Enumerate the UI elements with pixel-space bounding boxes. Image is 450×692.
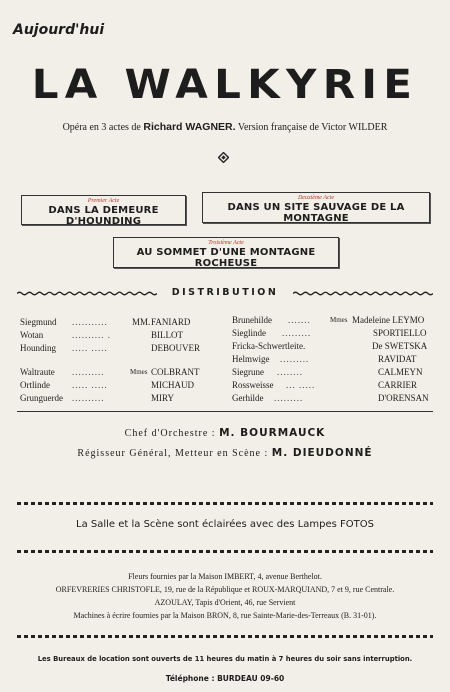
role-name: Brunehilde [232,315,272,325]
cast-row [20,367,220,380]
diamond-ornament-icon [218,152,229,163]
role-name: Sieglinde [232,328,266,338]
leader-dots: ........ [277,367,303,377]
artist-name: MICHAUD [151,380,195,390]
regisseur-name: M. DIEUDONNÉ [271,447,373,459]
role-name: Fricka-Schwertleite. [232,341,306,351]
artist-prefix: MM. [132,317,151,327]
leader-dots: .......... . [72,330,111,340]
cast-row [232,354,442,367]
leader-dots: ....... [288,315,311,325]
role-name: Ortlinde [20,380,50,390]
artist-name: Madeleine LEYMO [352,315,425,325]
subtitle-post: Version française de Victor WILDER [237,122,388,133]
cast-row [20,343,220,356]
artist-prefix: Mmes [130,368,148,376]
cast-row [20,317,220,330]
artist-name: MIRY [151,393,175,403]
artist-name: DEBOUVER [151,343,200,353]
cast-row [232,367,442,380]
role-name: Rossweisse [232,380,274,390]
regisseur-line [0,447,450,459]
chef-orchestre-line [0,427,450,439]
chef-name: M. BOURMAUCK [219,427,326,439]
role-name: Grunguerde [20,393,63,403]
regisseur-label: Régisseur Général, Metteur en Scène : [77,448,269,459]
role-name: Waltraute [20,367,55,377]
opera-title: LA WALKYRIE [31,62,419,108]
telephone: Téléphone : BURDEAU 09-60 [165,674,285,683]
act-1-setting: DANS LA DEMEURE D'HOUNDING [48,205,159,227]
dashed-rule [17,501,433,506]
artist-name: CALMEYN [378,367,423,377]
cast-row [232,315,442,328]
act-3-number: Troisième Acte [208,240,244,246]
leader-dots: .......... [72,393,105,403]
artist-name: BILLOT [151,330,183,340]
leader-dots: .......... [72,367,105,377]
artist-name: RAVIDAT [378,354,417,364]
distribution-title: DISTRIBUTION [171,287,279,298]
role-name: Gerhilde [232,393,264,403]
cast-row [232,380,442,393]
act-3-box [113,237,339,268]
artist-name: COLBRANT [151,367,200,377]
today-heading: Aujourd'hui [13,22,105,38]
supplier-line: Fleurs fournies par la Maison IMBERT, 4, avenue Berthelot. [128,572,322,581]
leader-dots: ..... ..... [72,380,108,390]
composer-name: Richard WAGNER. [143,121,236,133]
artist-name: FANIARD [151,317,191,327]
role-name: Wotan [20,330,44,340]
chef-label: Chef d'Orchestre : [124,428,216,439]
leader-dots: ......... [280,354,310,364]
cast-row [232,328,442,341]
leader-dots: ... ..... [286,380,316,390]
role-name: Siegrune [232,367,264,377]
artist-name: CARRIER [378,380,418,390]
supplier-line: Machines à écrire fournies par la Maison BRON, 8, rue Sainte-Marie-des-Terreaux (B. 31-01). [73,611,377,620]
act-2-number: Deuxième Acte [297,195,335,201]
cast-row [232,341,442,354]
artist-name: SPORTIELLO [373,328,427,338]
dashed-rule [17,634,433,639]
act-3-setting: AU SOMMET D'UNE MONTAGNE ROCHEUSE [136,247,316,269]
act-1-box [21,195,186,225]
supplier-line: AZOULAY, Tapis d'Orient, 46, rue Servient [154,598,296,607]
leader-dots: ......... [282,328,312,338]
artist-prefix: Mmes [330,316,348,324]
act-2-setting: DANS UN SITE SAUVAGE DE LA MONTAGNE [227,202,405,224]
cast-row [232,393,442,406]
divider [17,411,433,412]
cast-row [20,330,220,343]
act-2-box [202,192,430,223]
role-name: Helmwige [232,354,270,364]
leader-dots: ........... [72,317,108,327]
role-name: Siegmund [20,317,57,327]
supplier-line: ORFEVRERIES CHRISTOFLE, 19, rue de la République et ROUX-MARQUIAND, 7 et 9, rue Centrale. [55,585,395,594]
wavy-rule-right [293,291,433,296]
opera-subtitle [0,121,450,133]
act-1-number: Premier Acte [87,198,120,204]
leader-dots: ..... ..... [72,343,108,353]
leader-dots: ......... [274,393,304,403]
cast-row [20,380,220,393]
role-name: Hounding [20,343,56,353]
artist-name: De SWETSKA [372,341,428,351]
subtitle-pre: Opéra en 3 actes de [62,122,141,133]
box-office-hours: Les Bureaux de location sont ouverts de 11 heures du matin à 7 heures du soir sans interruption. [37,655,413,663]
artist-name: D'ORENSAN [378,393,429,403]
lighting-notice: La Salle et la Scène sont éclairées avec des Lampes FOTOS [76,519,374,530]
dashed-rule [17,549,433,554]
cast-row [20,393,220,406]
